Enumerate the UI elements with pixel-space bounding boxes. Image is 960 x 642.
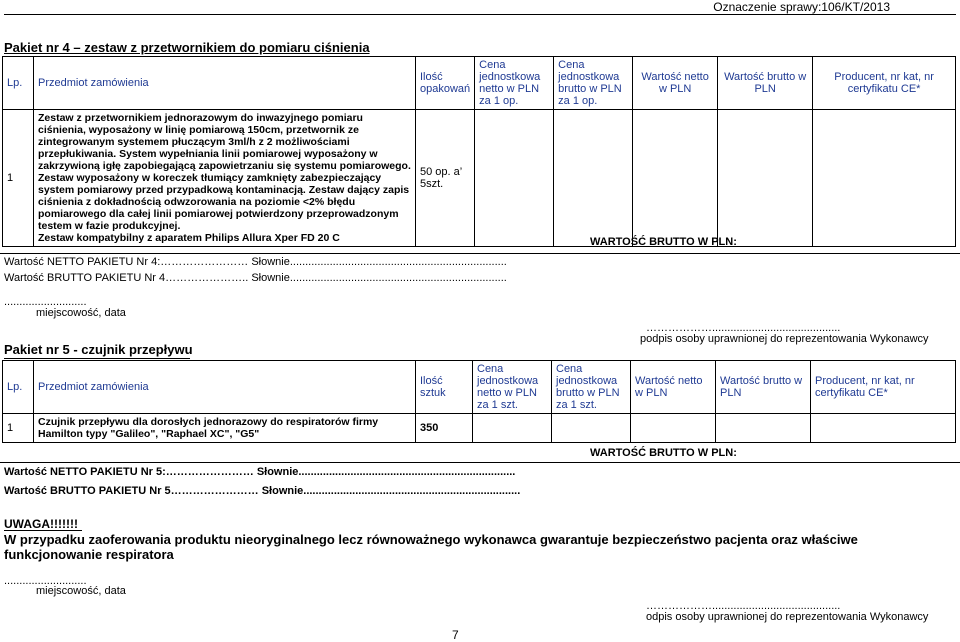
col-net-value-header: Wartość netto w PLN <box>631 361 716 414</box>
row-net-unit[interactable] <box>473 414 552 443</box>
case-number: Oznaczenie sprawy:106/KT/2013 <box>713 0 890 14</box>
row-description: Czujnik przepływu dla dorosłych jednorazowy do respiratorów firmy Hamilton typy "Galileo", "Raphael XC", "G5" <box>34 414 416 443</box>
package4-sign-dots: ……………….......................................... <box>646 322 841 334</box>
package4-table <box>2 56 956 247</box>
page-number: 7 <box>452 628 459 642</box>
warning-title-underline <box>4 530 82 531</box>
row-description-main: Zestaw z przetwornikiem jednorazowym do inwazyjnego pomiaru ciśnienia, wyposażony w linię pomiarową 150cm, przetwornik ze zintegrowanym systemem płuczącym 3ml/h z 2 możliwościami przepłukiwania. System wypełniania linii pomiarowej wyposażony w zakrzywioną igłę zapobiegającą zapowietrzaniu się systemu pomiarowego. Zestaw wyposażony w koreczek tłumiący zamknięty zabezpieczający system pomiarowy przed przypadkową kontaminacją. Zestaw dający zapis ciśnienia z dokładnością odwzorowania na poziomie <2% błędu pomiarowego dla całej linii pomiarowej potwierdzony przeprowadzonym testem w fazie produkcyjnej. <box>38 112 411 232</box>
row-producer[interactable] <box>813 110 956 247</box>
col-lp-header: Lp. <box>3 361 34 414</box>
package5-title: Pakiet nr 5 - czujnik przepływu <box>4 342 193 357</box>
row-net-unit[interactable] <box>475 110 554 247</box>
header-divider <box>4 14 956 15</box>
package4-place-dots: ........................... <box>4 296 87 308</box>
package5-sign-dots: ……………….......................................... <box>646 600 841 612</box>
package4-place-label: miejscowość, data <box>36 307 126 319</box>
row-qty: 350 <box>416 414 473 443</box>
package5-place-dots: ........................... <box>4 575 87 587</box>
col-producer-header: Producent, nr kat, nr certyfikatu CE* <box>811 361 956 414</box>
package4-title: Pakiet nr 4 – zestaw z przetwornikiem do pomiaru ciśnienia <box>4 40 370 55</box>
row-net-value[interactable] <box>631 414 716 443</box>
package4-gross-line: Wartość BRUTTO PAKIETU Nr 4………………….. Słownie....................................................................... <box>4 272 507 284</box>
col-gross-value-header: Wartość brutto w PLN <box>716 361 811 414</box>
col-net-unit-header: Cena jednostkowa netto w PLN za 1 szt. <box>473 361 552 414</box>
row-gross-unit[interactable] <box>554 110 633 247</box>
col-lp-header: Lp. <box>3 57 34 110</box>
package4-net-line: Wartość NETTO PAKIETU Nr 4:…………………… Słownie....................................................................... <box>4 256 507 268</box>
col-gross-unit-header: Cena jednostkowa brutto w PLN za 1 op. <box>554 57 633 110</box>
col-gross-value-header: Wartość brutto w PLN <box>718 57 813 110</box>
row-qty: 50 op. a’ 5szt. <box>416 110 475 247</box>
row-net-value[interactable] <box>633 110 718 247</box>
row-producer[interactable] <box>811 414 956 443</box>
row-description-compat: Zestaw kompatybilny z aparatem Philips Allura Xper FD 20 C <box>38 232 340 244</box>
warning-text: W przypadku zaoferowania produktu nieoryginalnego lecz równoważnego wykonawca gwarantuje bezpieczeństwo pacjenta oraz właściwe funkcjonowanie respiratora <box>4 532 858 562</box>
package5-title-underline <box>4 358 190 359</box>
warning-title: UWAGA!!!!!!! <box>4 517 78 531</box>
col-net-value-header: Wartość netto w PLN <box>633 57 718 110</box>
row-lp: 1 <box>3 110 34 247</box>
row-lp: 1 <box>3 414 34 443</box>
row-description <box>34 110 416 247</box>
package5-table <box>2 360 956 443</box>
row-gross-unit[interactable] <box>552 414 631 443</box>
package5-total-gross-label: WARTOŚĆ BRUTTO W PLN: <box>590 447 737 459</box>
package5-gross-line: Wartość BRUTTO PAKIETU Nr 5…………………… Słownie....................................................................... <box>4 485 521 497</box>
row-gross-value[interactable] <box>716 414 811 443</box>
package5-net-line: Wartość NETTO PAKIETU Nr 5:…………………… Słownie....................................................................... <box>4 466 516 478</box>
col-item-header: Przedmiot zamówienia <box>34 57 416 110</box>
package5-sign-label: odpis osoby uprawnionej do reprezentowania Wykonawcy <box>646 611 929 623</box>
col-qty-header: Ilość sztuk <box>416 361 473 414</box>
package4-total-divider <box>0 253 960 254</box>
package4-sign-label: podpis osoby uprawnionej do reprezentowania Wykonawcy <box>640 333 929 345</box>
row-gross-value[interactable] <box>718 110 813 247</box>
package5-total-divider <box>0 462 960 463</box>
package5-place-label: miejscowość, data <box>36 585 126 597</box>
col-qty-header: Ilość opakowań <box>416 57 475 110</box>
col-producer-header: Producent, nr kat, nr certyfikatu CE* <box>813 57 956 110</box>
col-gross-unit-header: Cena jednostkowa brutto w PLN za 1 szt. <box>552 361 631 414</box>
col-net-unit-header: Cena jednostkowa netto w PLN za 1 op. <box>475 57 554 110</box>
col-item-header: Przedmiot zamówienia <box>34 361 416 414</box>
package4-total-gross-label: WARTOŚĆ BRUTTO W PLN: <box>590 236 737 248</box>
